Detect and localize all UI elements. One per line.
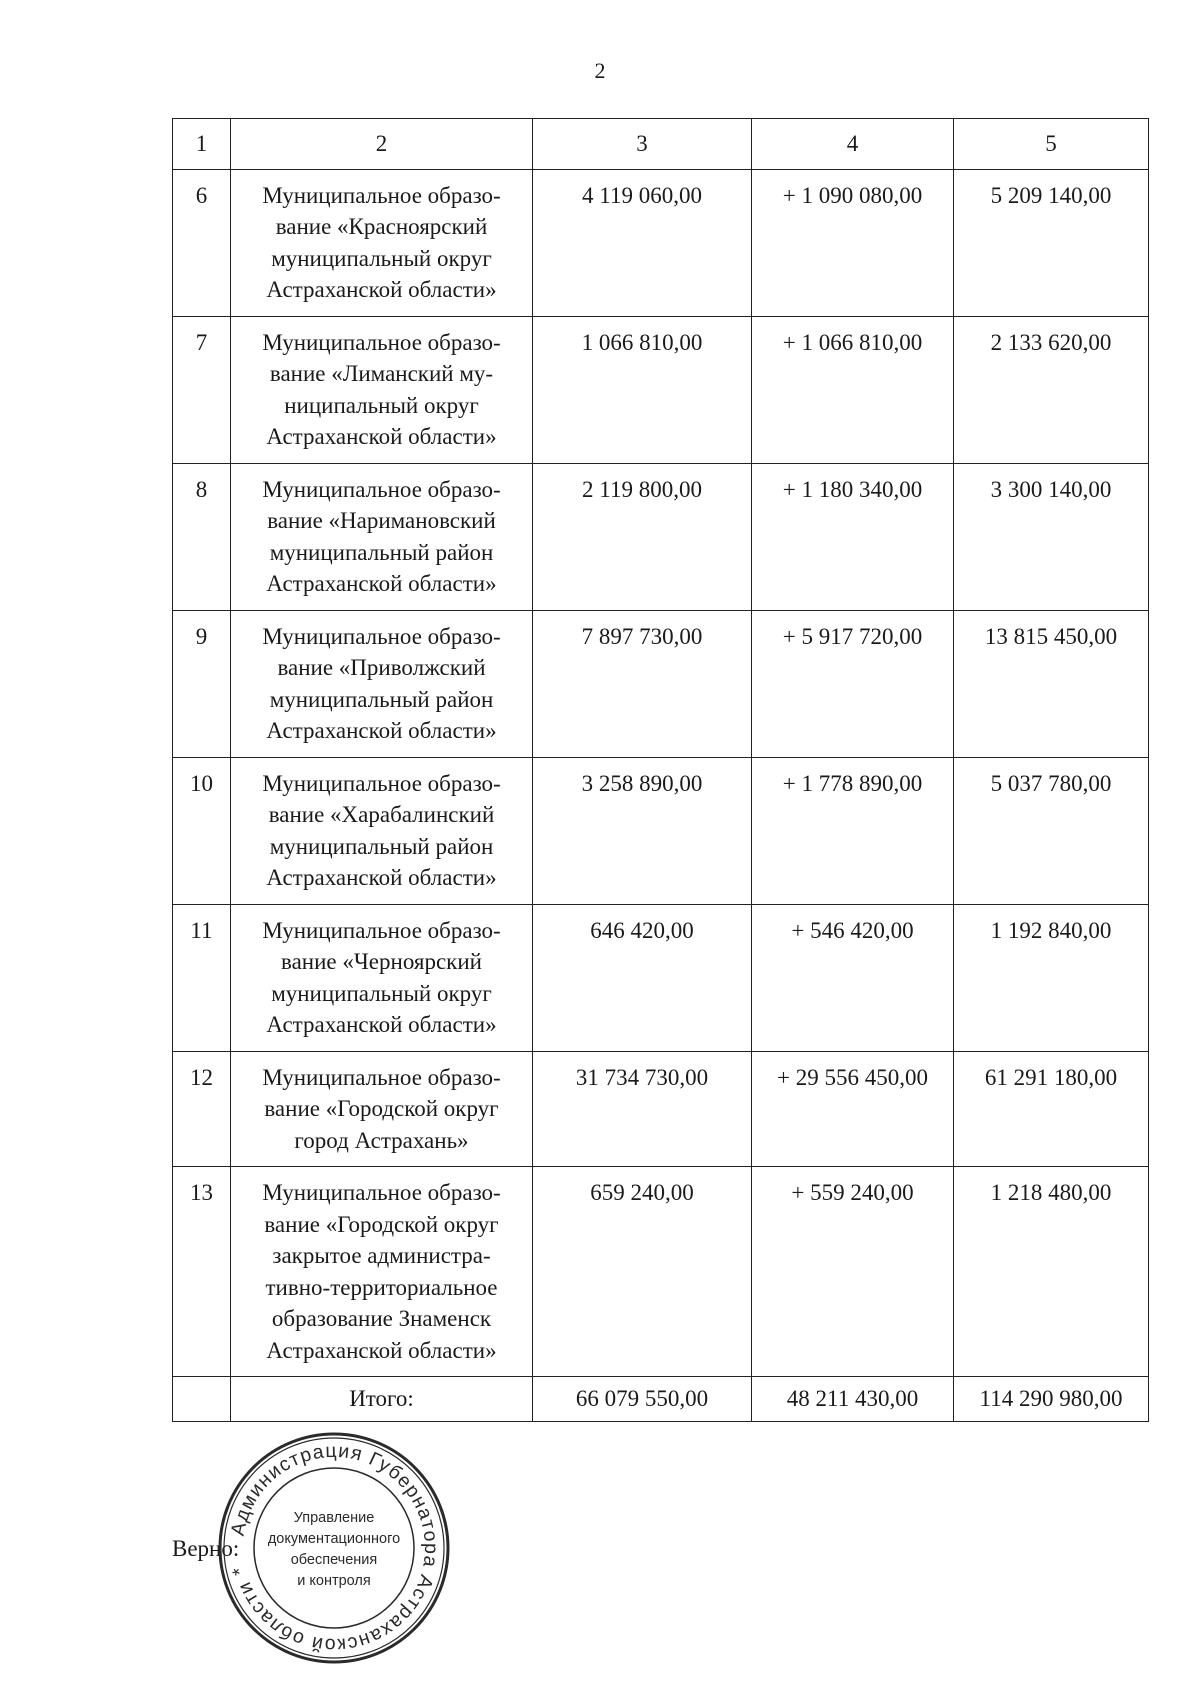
total-col5: 114 290 980,00 [954,1377,1149,1422]
table-header-row [173,119,1149,170]
header-cell: 1 [173,119,231,170]
row-number: 10 [173,757,231,904]
page-number: 2 [594,58,606,83]
table-row [173,1167,1149,1377]
table-row [173,1051,1149,1167]
header-cell: 4 [752,119,954,170]
table-row [173,169,1149,316]
row-number: 8 [173,463,231,610]
amount-col4: + 1 180 340,00 [752,463,954,610]
amount-col5: 1 218 480,00 [954,1167,1149,1377]
amount-col5: 13 815 450,00 [954,610,1149,757]
amount-col4: + 1 778 890,00 [752,757,954,904]
table-row [173,610,1149,757]
amount-col3: 31 734 730,00 [533,1051,752,1167]
row-number: 6 [173,169,231,316]
amount-col5: 2 133 620,00 [954,316,1149,463]
amount-col3: 4 119 060,00 [533,169,752,316]
amount-col5: 5 037 780,00 [954,757,1149,904]
municipality-name: Муниципальное образо- вание «Городской округ город Астрахань» [231,1051,533,1167]
table-row [173,463,1149,610]
table-row [173,904,1149,1051]
table-row [173,316,1149,463]
row-number: 11 [173,904,231,1051]
header-cell: 2 [231,119,533,170]
municipality-name: Муниципальное образо- вание «Наримановский муниципальный район Астраханской области» [231,463,533,610]
amount-col4: + 559 240,00 [752,1167,954,1377]
municipality-name: Муниципальное образо- вание «Черноярский муниципальный округ Астраханской области» [231,904,533,1051]
amount-col5: 1 192 840,00 [954,904,1149,1051]
stamp-ring-text: Администрация Губернатора Астраханской области * [226,1439,443,1657]
municipality-name: Муниципальное образо- вание «Лиманский му- ниципальный округ Астраханской области» [231,316,533,463]
municipality-name: Муниципальное образо- вание «Красноярский муниципальный округ Астраханской области» [231,169,533,316]
total-col3: 66 079 550,00 [533,1377,752,1422]
amount-col3: 1 066 810,00 [533,316,752,463]
verno-label: Верно: [172,1536,240,1561]
stamp-center-line: Управление [293,1510,375,1526]
row-number: 13 [173,1167,231,1377]
stamp-center-line: документационного [267,1531,401,1547]
amount-col3: 7 897 730,00 [533,610,752,757]
table-row [173,757,1149,904]
amount-col5: 61 291 180,00 [954,1051,1149,1167]
amount-col3: 2 119 800,00 [533,463,752,610]
amount-col4: + 1 090 080,00 [752,169,954,316]
municipality-name: Муниципальное образо- вание «Городской округ закрытое администра- тивно-территориальное образование Знаменск Астраханской области» [231,1167,533,1377]
amount-col5: 5 209 140,00 [954,169,1149,316]
header-cell: 5 [954,119,1149,170]
stamp-center-text [268,1510,400,1589]
stamp-center-line: обеспечения [290,1552,378,1568]
total-label: Итого: [231,1377,533,1422]
row-number: 12 [173,1051,231,1167]
amount-col4: + 1 066 810,00 [752,316,954,463]
amount-col4: + 29 556 450,00 [752,1051,954,1167]
header-cell: 3 [533,119,752,170]
budget-table [172,118,1149,1422]
total-empty-cell [173,1377,231,1422]
amount-col3: 3 258 890,00 [533,757,752,904]
amount-col5: 3 300 140,00 [954,463,1149,610]
amount-col3: 659 240,00 [533,1167,752,1377]
amount-col4: + 546 420,00 [752,904,954,1051]
stamp-center-line: и контроля [297,1573,371,1589]
row-number: 9 [173,610,231,757]
amount-col3: 646 420,00 [533,904,752,1051]
row-number: 7 [173,316,231,463]
official-stamp [216,1430,452,1666]
total-col4: 48 211 430,00 [752,1377,954,1422]
municipality-name: Муниципальное образо- вание «Приволжский муниципальный район Астраханской области» [231,610,533,757]
amount-col4: + 5 917 720,00 [752,610,954,757]
total-row [173,1377,1149,1422]
municipality-name: Муниципальное образо- вание «Харабалинский муниципальный район Астраханской области» [231,757,533,904]
